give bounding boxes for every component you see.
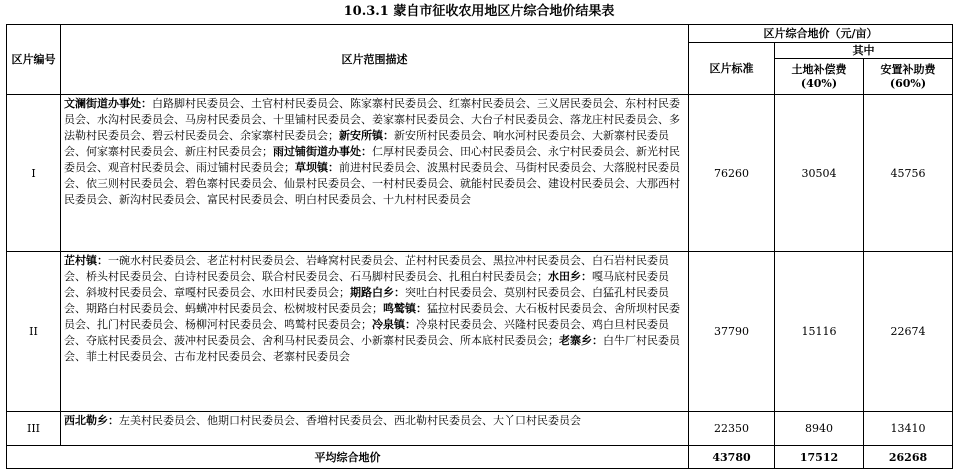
zone-resettle-fee: 13410 bbox=[864, 412, 953, 446]
township-name: 草坝镇： bbox=[295, 161, 339, 174]
header-price-group: 区片综合地价（元/亩） bbox=[689, 25, 953, 43]
zone-code: I bbox=[7, 95, 61, 252]
township-name: 冷泉镇： bbox=[372, 318, 416, 331]
zone-description bbox=[61, 412, 689, 446]
table-row bbox=[7, 95, 953, 252]
village-list: 一碗水村民委员会、老芷村村民委员会、岩峰窝村民委员会、芷村村民委员会、黑拉冲村民委员会、白石岩村民委员会、桥头村民委员会、白诗村民委员会、联合村民委员会、石马脚村民委员会、扎租白村民委员会； bbox=[64, 254, 669, 283]
table-row bbox=[7, 412, 953, 446]
township-name: 新安所镇： bbox=[339, 129, 394, 142]
header-std: 区片标准 bbox=[689, 43, 775, 95]
township-name: 文澜街道办事处： bbox=[64, 97, 152, 110]
header-code: 区片编号 bbox=[7, 25, 61, 95]
table-row bbox=[7, 252, 953, 412]
township-name: 老寨乡： bbox=[559, 334, 603, 347]
zone-code: III bbox=[7, 412, 61, 446]
zone-land-fee: 30504 bbox=[775, 95, 864, 252]
township-name: 芷村镇： bbox=[64, 254, 108, 267]
township-name: 雨过铺街道办事处： bbox=[273, 145, 372, 158]
zone-description bbox=[61, 95, 689, 252]
village-list: 白路脚村民委员会、土官村村民委员会、陈家寨村民委员会、红寨村民委员会、三义居民委员会、东村村民委员会、水沟村民委员会、马房村民委员会、十里铺村民委员会、姜家寨村民委员会、大台子村民委员会、落龙庄村民委员会、多法勒村民委员会、碧云村民委员会、余家寨村民委员会； bbox=[64, 97, 680, 142]
average-land-fee: 17512 bbox=[775, 446, 864, 469]
village-list: 冷泉村民委员会、兴隆村民委员会、鸡白旦村民委员会、夺底村民委员会、菠冲村民委员会、舍利马村民委员会、小新寨村民委员会、所本底村民委员会； bbox=[64, 318, 669, 347]
zone-standard: 37790 bbox=[689, 252, 775, 412]
average-label: 平均综合地价 bbox=[7, 446, 689, 469]
average-resettle-fee: 26268 bbox=[864, 446, 953, 469]
township-name: 期路白乡： bbox=[350, 286, 405, 299]
village-list: 前进村民委员会、波黑村民委员会、马街村民委员会、大落脱村民委员会、依三则村民委员会、碧色寨村民委员会、仙景村民委员会、一村村民委员会、就能村民委员会、建设村民委员会、大那西村民委员会、新沟村民委员会、富民村民委员会、明白村民委员会、十九村村民委员会 bbox=[64, 161, 680, 206]
table-title: 10.3.1 蒙自市征收农用地区片综合地价结果表 bbox=[343, 4, 615, 19]
township-name: 西北勒乡： bbox=[64, 414, 119, 427]
table-body bbox=[7, 95, 953, 469]
header-sub-group: 其中 bbox=[775, 43, 953, 59]
village-list: 嘎马底村民委员会、斜坡村民委员会、章嘎村民委员会、水田村民委员会； bbox=[64, 270, 669, 299]
header-resettle: 安置补助费(60%) bbox=[864, 59, 953, 95]
average-row bbox=[7, 446, 953, 469]
zone-standard: 76260 bbox=[689, 95, 775, 252]
average-standard: 43780 bbox=[689, 446, 775, 469]
zone-resettle-fee: 22674 bbox=[864, 252, 953, 412]
village-list: 左美村民委员会、他期口村民委员会、香増村民委员会、西北勒村民委员会、大丫口村民委员会 bbox=[119, 414, 581, 427]
township-name: 鸣鹫镇： bbox=[383, 302, 427, 315]
village-list: 新安所村民委员会、响水河村民委员会、大新寨村民委员会、何家寨村民委员会、新庄村民委员会； bbox=[64, 129, 669, 158]
village-list: 突吐白村民委员会、莫别村民委员会、白猛孔村民委员会、期路白村民委员会、蚂蟥冲村民委员会、松树坡村民委员会； bbox=[64, 286, 669, 315]
township-name: 水田乡： bbox=[548, 270, 592, 283]
zone-land-fee: 8940 bbox=[775, 412, 864, 446]
land-price-table bbox=[6, 24, 953, 469]
zone-land-fee: 15116 bbox=[775, 252, 864, 412]
zone-description bbox=[61, 252, 689, 412]
village-list: 仁厚村民委员会、田心村民委员会、永宁村民委员会、新光村民委员会、观音村民委员会、雨过铺村民委员会； bbox=[64, 145, 680, 174]
header-desc: 区片范围描述 bbox=[61, 25, 689, 95]
header-land: 土地补偿费(40%) bbox=[775, 59, 864, 95]
zone-standard: 22350 bbox=[689, 412, 775, 446]
zone-resettle-fee: 45756 bbox=[864, 95, 953, 252]
village-list: 白牛厂村民委员会、菲土村民委员会、古布龙村民委员会、老寨村民委员会 bbox=[64, 334, 680, 363]
zone-code: II bbox=[7, 252, 61, 412]
village-list: 猛拉村民委员会、大石板村民委员会、舍所坝村民委员会、扎门村民委员会、杨柳河村民委员会、鸣鹫村民委员会； bbox=[64, 302, 680, 331]
